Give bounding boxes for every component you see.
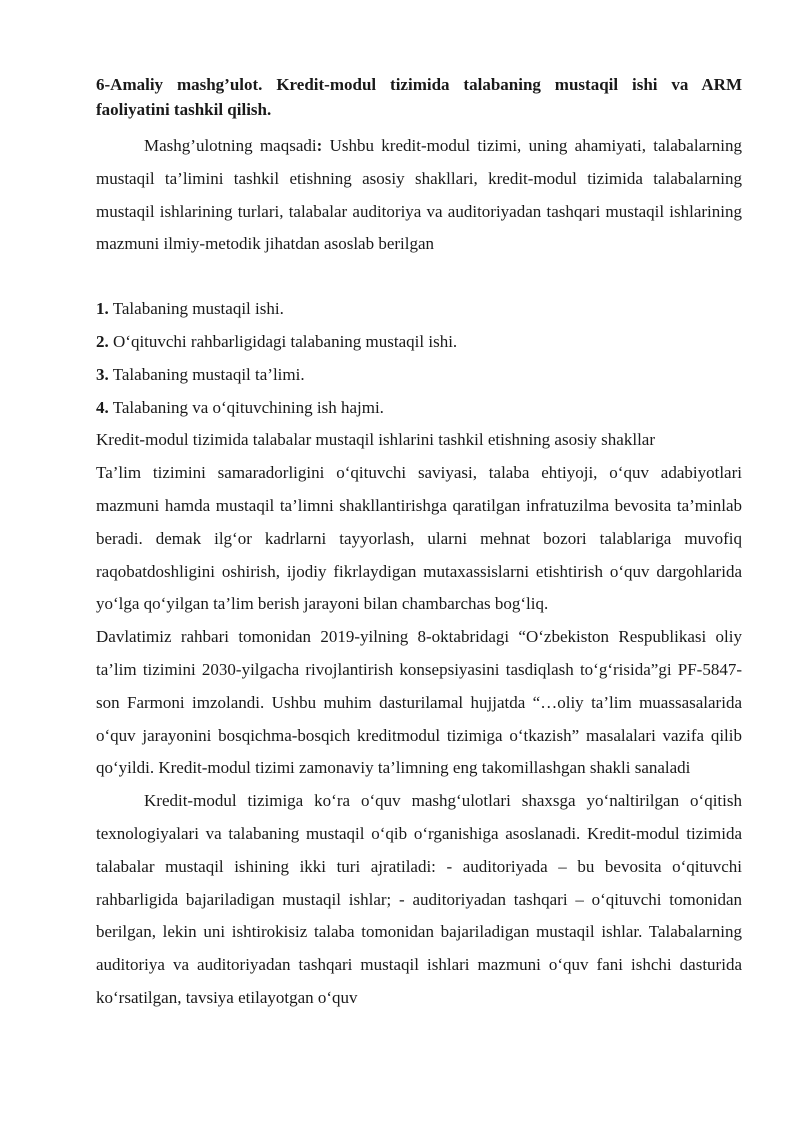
list-text: O‘qituvchi rahbarligidagi talabaning mustaqil ishi. [108,331,458,351]
list-number: 3. [96,364,109,384]
list-text: Talabaning va o‘qituvchining ish hajmi. [108,397,384,417]
list-text: Talabaning mustaqil ta’limi. [108,364,305,384]
purpose-paragraph [96,130,742,261]
list-number: 1. [96,299,109,319]
body-paragraph-1: Ta’lim tizimini samaradorligini o‘qituvchi saviyasi, talaba ehtiyoji, o‘quv adabiyotlari mazmuni hamda mustaqil ta’limni shakllantirishga qaratilgan infratuzilma bevosita ta’minlab beradi. demak ilg‘or kadrlarni tayyorlash, ularni mehnat bozori talablariga muvofiq raqobatdoshligini oshirish, ijodiy fikrlaydigan mutaxassislarni etishtirish o‘quv dargohlarida yo‘lga qo‘yilgan ta’lim berish jarayoni bilan chambarchas bog‘liq. [96,463,742,614]
section-heading: Kredit-modul tizimida talabalar mustaqil ishlarini tashkil etishning asosiy shakllar [96,430,655,450]
purpose-colon: : [316,136,323,155]
document-page [96,72,742,1015]
body-paragraph-3: Kredit-modul tizimiga ko‘ra o‘quv mashg‘ulotlari shaxsga yo‘naltirilgan o‘qitish texnologiyalari va talabaning mustaqil o‘qib o‘rganishiga asoslanadi. Kredit-modul tizimida talabalar mustaqil ishining ikki turi ajratiladi: - auditoriyada – bu bevosita o‘qituvchi rahbarligida bajariladigan mustaqil ishlar; - auditoriyadan tashqari – o‘qituvchi tomonidan berilgan, lekin uni ishtirokisiz talaba tomonidan bajariladigan mustaqil ishlar. Talabalarning auditoriya va auditoriyadan tashqari mustaqil ishlari mazmuni o‘quv fani ishchi dasturida ko‘rsatilgan, tavsiya etilayotgan o‘quv [96,791,742,1007]
body-paragraph-2: Davlatimiz rahbari tomonidan 2019-yilning 8-oktabridagi “O‘zbekiston Respublikasi oliy ta’lim tizimini 2030-yilgacha rivojlantirish konsepsiyasini tasdiqlash to‘g‘risida”gi PF-5847-son Farmoni imzolandi. Ushbu muhim dasturilamal hujjatda “…oliy ta’lim muassasalarida o‘quv jarayonini bosqichma-bosqich kreditmodul tizimiga o‘tkazish” masalalari vazifa qilib qo‘yildi. Kredit-modul tizimi zamonaviy ta’limning eng takomillashgan shakli sanaladi [96,627,742,778]
list-item [96,359,742,392]
purpose-label: Mashg’ulotning maqsadi [144,136,317,155]
list-number: 4. [96,397,109,417]
page-title: 6-Amaliy mashg’ulot. Kredit-modul tizimida talabaning mustaqil ishi va ARM faoliyatini tashkil qilish. [96,75,742,119]
list-item [96,326,742,359]
list-number: 2. [96,331,109,351]
purpose-text: Ushbu kredit-modul tizimi, uning ahamiyati, talabalarning mustaqil ta’limini tashkil etishning asosiy shakllari, kredit-modul tizimida talabalarning mustaqil ishlarining turlari, talabalar auditoriya va auditoriyadan tashqari mustaqil ishlarining mazmuni ilmiy-metodik jihatdan asoslab berilgan [96,136,742,254]
list-text: Talabaning mustaqil ishi. [108,299,284,319]
spacer [96,261,742,293]
list-item [96,392,742,425]
list-item [96,293,742,326]
